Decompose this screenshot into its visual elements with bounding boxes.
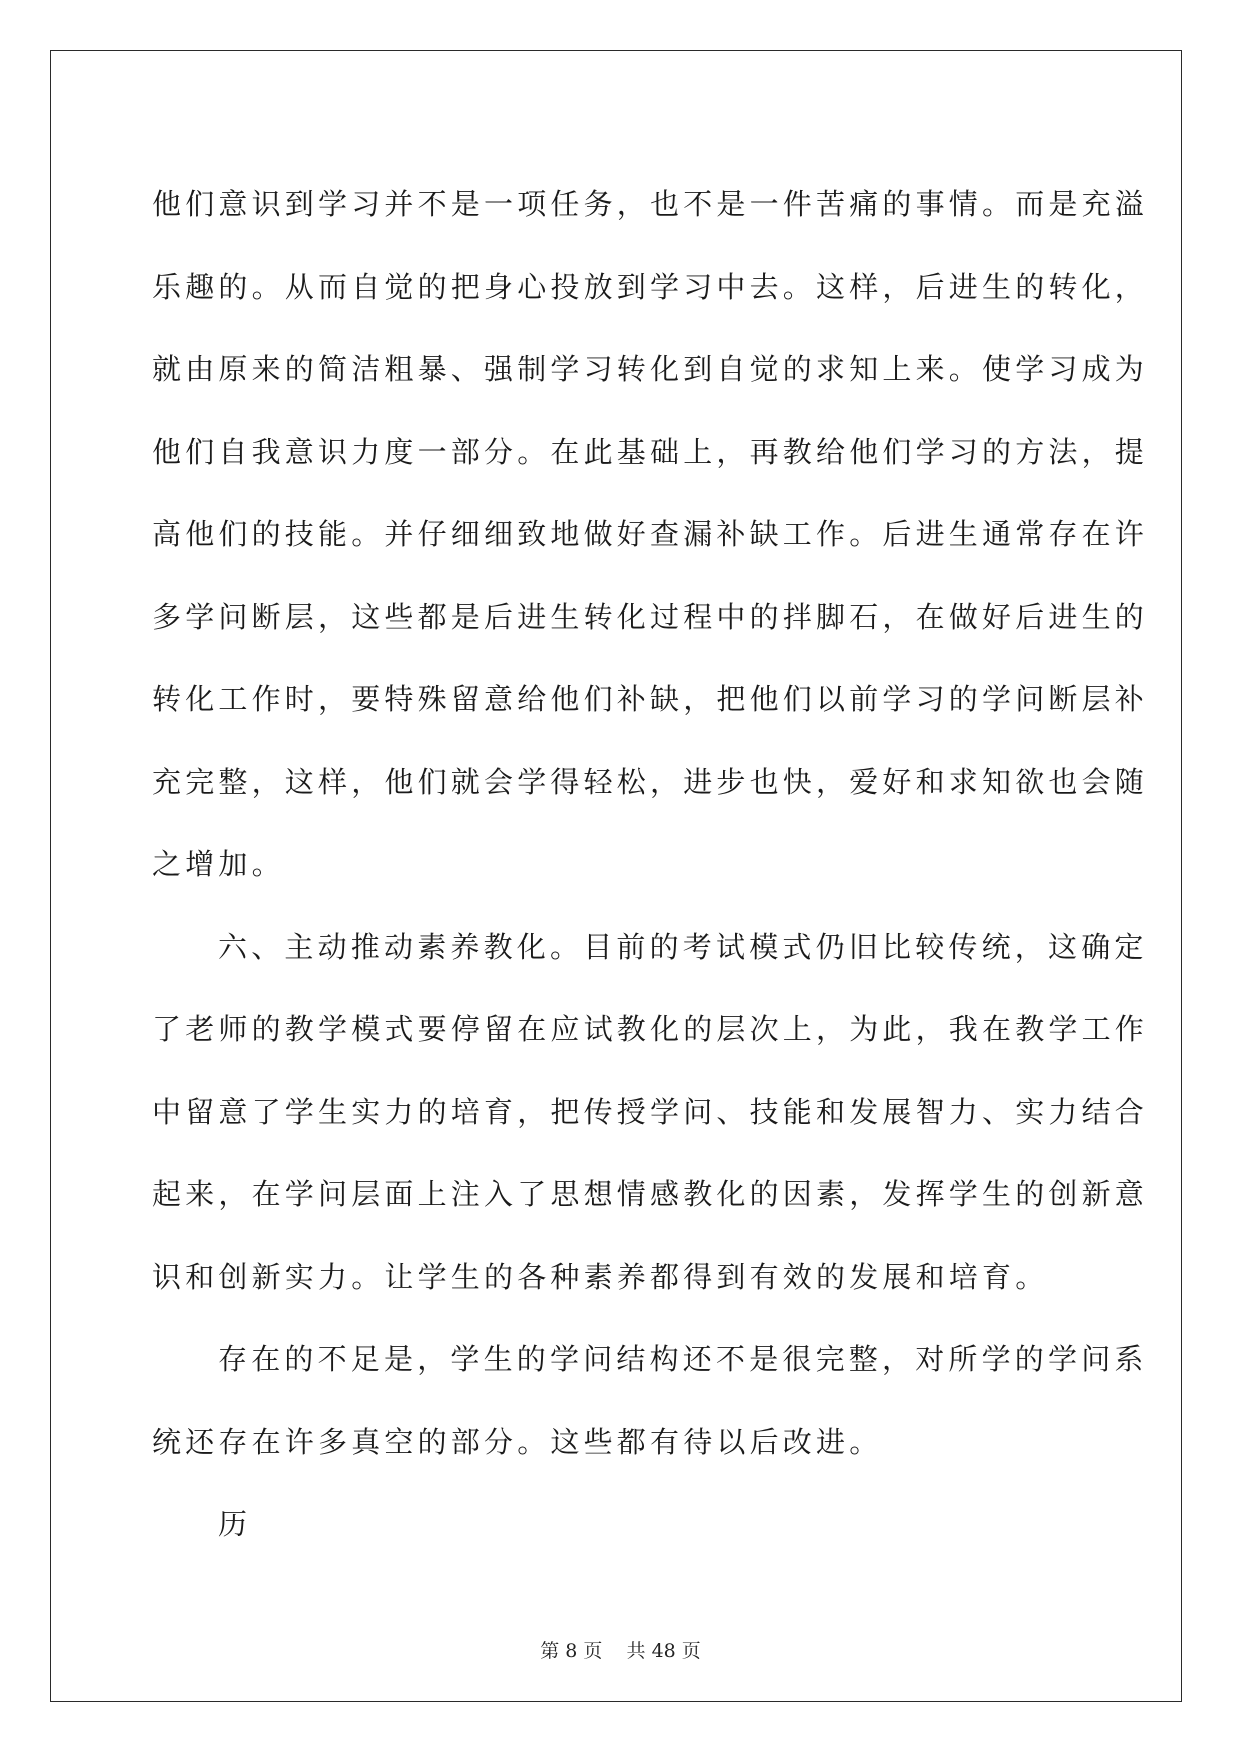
text-line: 乐趣的。从而自觉的把身心投放到学习中去。这样，后进生的转化， [152, 269, 1149, 304]
text-line: 他们自我意识力度一部分。在此基础上，再教给他们学习的方法，提 [152, 434, 1149, 469]
page-total: 共 48 页 [626, 1640, 701, 1662]
paragraph-start-line: 六、主动推动素养教化。目前的考试模式仍旧比较传统，这确定 [218, 929, 1148, 964]
text-line: 他们意识到学习并不是一项任务，也不是一件苦痛的事情。而是充溢 [152, 187, 1149, 221]
page-footer [0, 1636, 1241, 1663]
text-line: 就由原来的简洁粗暴、强制学习转化到自觉的求知上来。使学习成为 [152, 352, 1149, 386]
text-line: 了老师的教学模式要停留在应试教化的层次上，为此，我在教学工作 [152, 1012, 1149, 1046]
paragraph-start-line: 存在的不足是，学生的学问结构还不是很完整，对所学的学问系 [218, 1342, 1148, 1376]
text-line: 转化工作时，要特殊留意给他们补缺，把他们以前学习的学问断层补 [152, 682, 1149, 716]
paragraph-start-line: 历 [218, 1507, 252, 1541]
text-line: 中留意了学生实力的培育，把传授学问、技能和发展智力、实力结合 [152, 1094, 1149, 1129]
text-line: 高他们的技能。并仔细细致地做好查漏补缺工作。后进生通常存在许 [152, 517, 1149, 551]
text-line: 充完整，这样，他们就会学得轻松，进步也快，爱好和求知欲也会随 [152, 764, 1149, 799]
page-number: 第 8 页 [540, 1640, 603, 1662]
text-line: 之增加。 [152, 847, 285, 881]
text-line: 多学问断层，这些都是后进生转化过程中的拌脚石，在做好后进生的 [152, 599, 1149, 634]
text-line: 识和创新实力。让学生的各种素养都得到有效的发展和培育。 [152, 1259, 1049, 1294]
text-line: 统还存在许多真空的部分。这些都有待以后改进。 [152, 1424, 883, 1459]
text-line: 起来，在学问层面上注入了思想情感教化的因素，发挥学生的创新意 [152, 1177, 1149, 1211]
document-body [152, 163, 1149, 1566]
